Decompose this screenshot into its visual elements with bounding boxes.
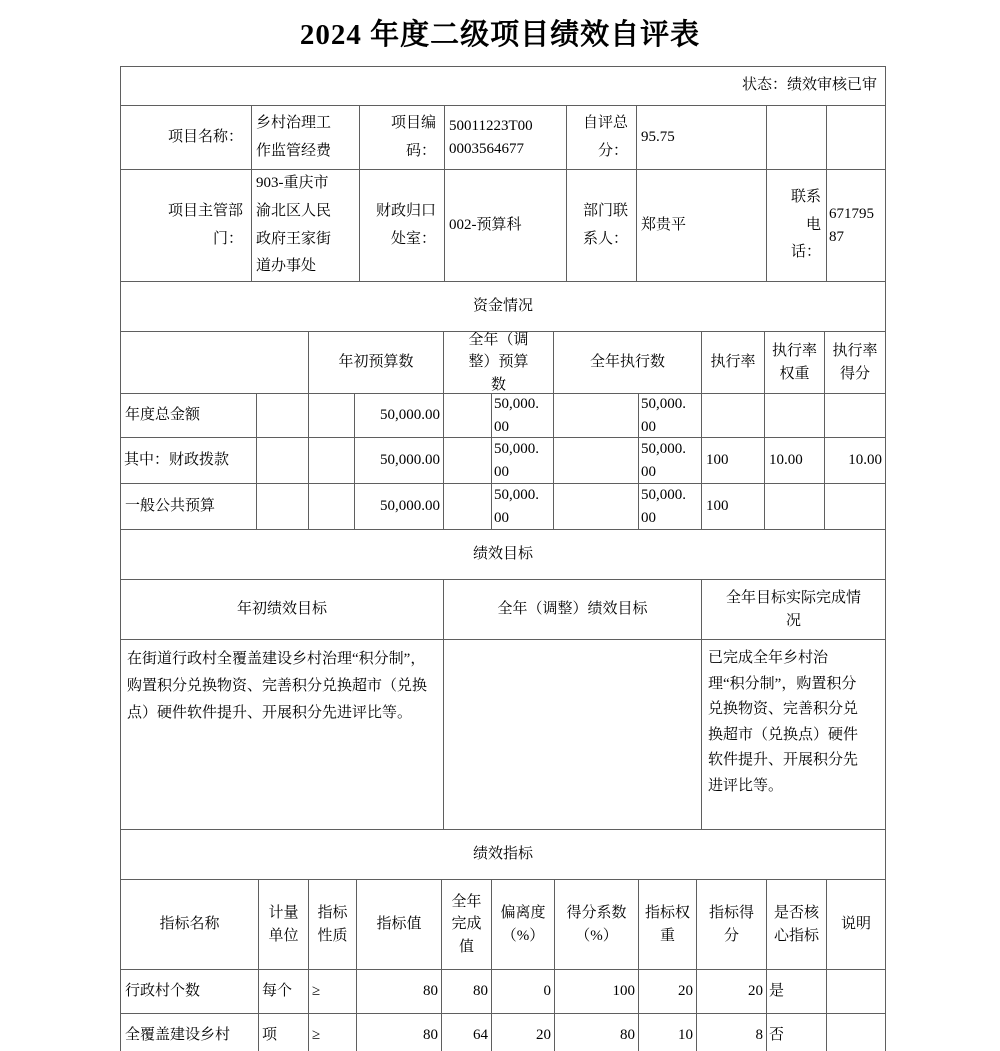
indicator-name: 全覆盖建设乡村 [125, 1027, 231, 1043]
self-score-value: 95.75 [636, 106, 766, 169]
indicator-score: 8 [696, 1014, 766, 1051]
project-code-label: 项目编码： [359, 106, 444, 169]
indicator-deviation: 20 [491, 1014, 554, 1051]
indicator-col-coefficient: 得分系数（%） [554, 880, 638, 969]
indicator-coefficient: 100 [554, 970, 638, 1013]
empty-cell [553, 484, 638, 529]
indicator-col-target: 指标值 [356, 880, 441, 969]
funding-executed-value: 50,000.00 [638, 394, 701, 437]
indicators-section-title: 绩效指标 [472, 845, 533, 862]
empty-cell [824, 484, 885, 529]
phone-value: 67179587 [826, 170, 885, 281]
table-row-goals-header [121, 579, 885, 639]
empty-cell [553, 438, 638, 483]
contact-label: 部门联系人： [566, 170, 636, 281]
empty-cell [308, 484, 354, 529]
table-row-status [121, 67, 885, 105]
funding-executed-value: 50,000.00 [638, 484, 701, 529]
indicator-completed: 80 [441, 970, 491, 1013]
funding-col-adjusted: 全年（调整）预算数 [443, 332, 553, 393]
actual-completion-text: 已完成全年乡村治理“积分制”，购置积分兑换物资、完善积分兑换超市（兑换点）硬件软件提升、开展积分先进评比等。 [701, 640, 885, 829]
indicator-col-core: 是否核心指标 [766, 880, 826, 969]
funding-rate-weight-value: 10.00 [764, 438, 824, 483]
status-badge: 状态：绩效审核已审 [741, 77, 877, 94]
indicator-weight: 10 [638, 1014, 696, 1051]
indicator-coefficient: 80 [554, 1014, 638, 1051]
indicator-unit: 项 [258, 1014, 308, 1051]
phone-label: 联系电话： [766, 170, 826, 281]
dept-value: 903-重庆市渝北区人民政府王家街道办事处 [251, 170, 359, 281]
indicator-target: 80 [356, 1014, 441, 1051]
funding-initial-value: 50,000.00 [354, 484, 443, 529]
adjusted-goal-text [443, 640, 701, 829]
indicator-note [826, 1014, 885, 1051]
table-row-funding-header [121, 331, 885, 393]
empty-cell [764, 484, 824, 529]
table-row-section-goals [121, 529, 885, 579]
funding-adjusted-value: 50,000.00 [491, 394, 553, 437]
funding-col-executed: 全年执行数 [553, 332, 701, 393]
funding-adjusted-value: 50,000.00 [491, 484, 553, 529]
table-row-project-info [121, 105, 885, 169]
indicator-weight: 20 [638, 970, 696, 1013]
empty-cell [443, 394, 491, 437]
finance-office-value: 002-预算科 [444, 170, 566, 281]
empty-cell [256, 394, 308, 437]
funding-rate-value: 100 [701, 484, 764, 529]
funding-executed-value: 50,000.00 [638, 438, 701, 483]
goals-col-adjusted: 全年（调整）绩效目标 [443, 580, 701, 639]
funding-rate-score-value: 10.00 [824, 438, 885, 483]
funding-initial-value: 50,000.00 [354, 438, 443, 483]
indicator-note [826, 970, 885, 1013]
funding-row-label: 一般公共预算 [125, 497, 216, 514]
funding-rate-score-value [824, 394, 885, 437]
page-title: 2024 年度二级项目绩效自评表 [299, 19, 701, 51]
indicator-col-score: 指标得分 [696, 880, 766, 969]
funding-col-rate: 执行率 [701, 332, 764, 393]
funding-rate-weight-value [764, 394, 824, 437]
initial-goal-text: 在街道行政村全覆盖建设乡村治理“积分制”，购置积分兑换物资、完善积分兑换超市（兑换点）硬件软件提升、开展积分先进评比等。 [127, 651, 428, 721]
table-row-section-indicators [121, 829, 885, 879]
empty-cell [553, 394, 638, 437]
empty-cell [256, 438, 308, 483]
goals-section-title: 绩效目标 [472, 545, 533, 562]
indicator-col-completed: 全年完成值 [441, 880, 491, 969]
empty-cell [443, 484, 491, 529]
empty-cell [443, 438, 491, 483]
contact-value: 郑贵平 [636, 170, 766, 281]
empty-cell [826, 106, 885, 169]
finance-office-label: 财政归口处室： [359, 170, 444, 281]
empty-cell [766, 106, 826, 169]
table-row-indicators-header [121, 879, 885, 969]
indicator-col-name: 指标名称 [159, 915, 220, 932]
funding-col-rate-score: 执行率得分 [824, 332, 885, 393]
table-row-goals-content [121, 639, 885, 829]
funding-col-initial: 年初预算数 [308, 332, 443, 393]
table-row-indicator-2 [121, 1013, 885, 1051]
funding-rate-value: 100 [701, 438, 764, 483]
funding-row-label: 年度总金额 [125, 406, 201, 423]
empty-header-cell [121, 332, 308, 393]
indicator-name: 行政村个数 [125, 982, 201, 999]
empty-cell [308, 438, 354, 483]
self-score-label: 自评总分： [566, 106, 636, 169]
table-row-funding-fiscal [121, 437, 885, 483]
indicator-core: 是 [766, 970, 826, 1013]
empty-cell [256, 484, 308, 529]
indicator-completed: 64 [441, 1014, 491, 1051]
indicator-nature: ≥ [308, 970, 356, 1013]
indicator-col-nature: 指标性质 [308, 880, 356, 969]
funding-rate-value [701, 394, 764, 437]
table-row-funding-public-budget [121, 483, 885, 529]
table-row-section-funding [121, 281, 885, 331]
project-code-value: 50011223T000003564677 [444, 106, 566, 169]
indicator-core: 否 [766, 1014, 826, 1051]
funding-adjusted-value: 50,000.00 [491, 438, 553, 483]
indicator-unit: 每个 [258, 970, 308, 1013]
table-row-funding-total [121, 393, 885, 437]
project-name-value: 乡村治理工作监管经费 [251, 106, 359, 169]
goals-col-actual: 全年目标实际完成情况 [701, 580, 885, 639]
funding-col-rate-weight: 执行率权重 [764, 332, 824, 393]
indicator-col-note: 说明 [826, 880, 885, 969]
indicator-col-weight: 指标权重 [638, 880, 696, 969]
empty-cell [308, 394, 354, 437]
indicator-col-deviation: 偏离度（%） [491, 880, 554, 969]
table-row-dept-info [121, 169, 885, 281]
self-evaluation-form [120, 66, 886, 1051]
indicator-deviation: 0 [491, 970, 554, 1013]
indicator-col-unit: 计量单位 [258, 880, 308, 969]
indicator-score: 20 [696, 970, 766, 1013]
indicator-nature: ≥ [308, 1014, 356, 1051]
indicator-target: 80 [356, 970, 441, 1013]
funding-initial-value: 50,000.00 [354, 394, 443, 437]
table-row-indicator-1 [121, 969, 885, 1013]
funding-section-title: 资金情况 [472, 297, 533, 314]
goals-col-initial: 年初绩效目标 [236, 600, 327, 617]
dept-label: 项目主管部门： [167, 202, 243, 247]
funding-row-label: 其中：财政拨款 [124, 451, 230, 468]
project-name-label: 项目名称： [167, 128, 243, 145]
